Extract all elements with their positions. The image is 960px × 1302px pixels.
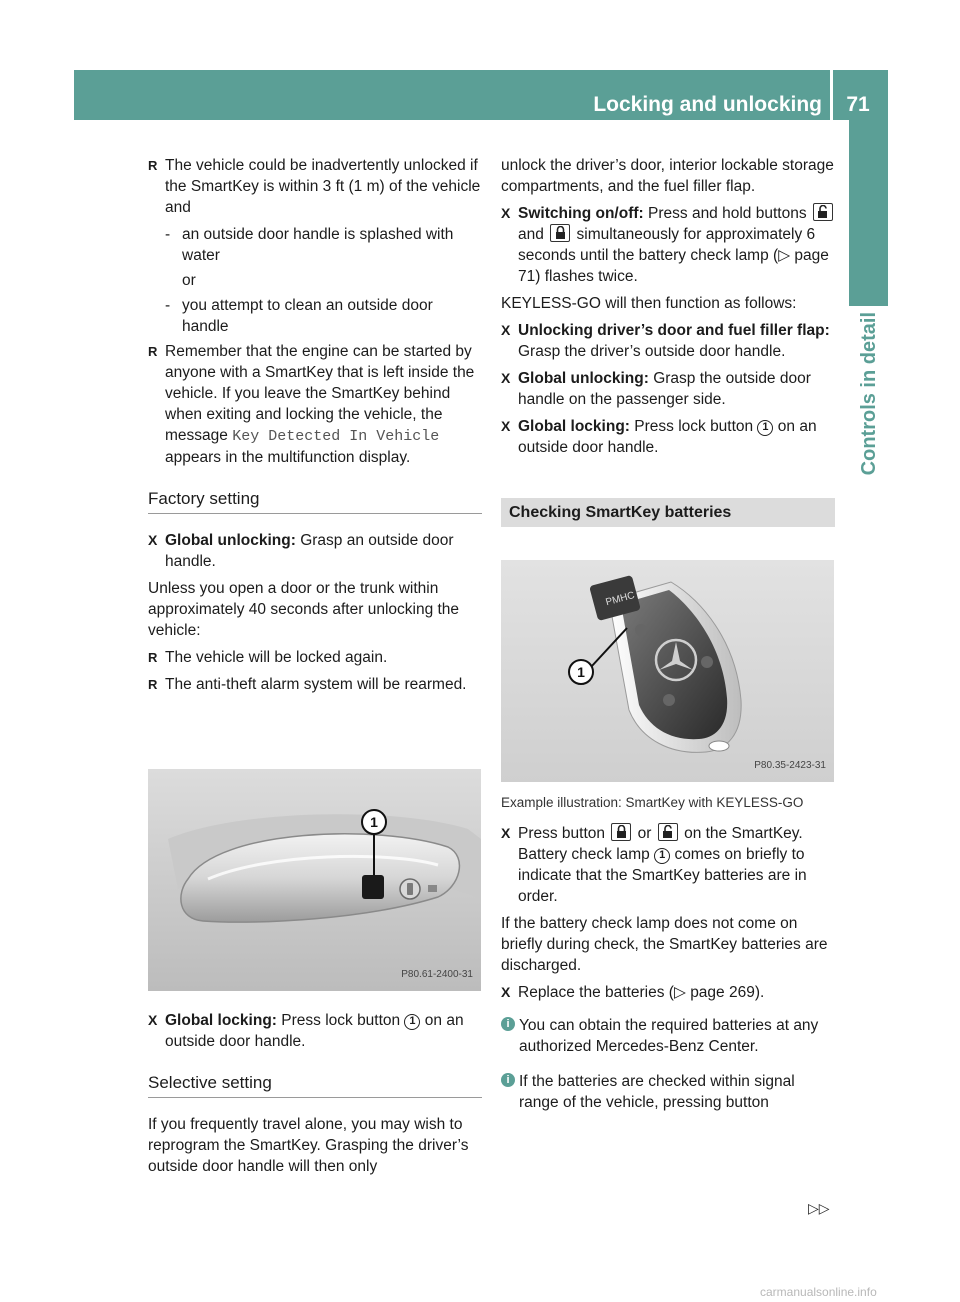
bullet-item: R The vehicle could be inadvertently unlocked if the SmartKey is within 3 ft (1 m) of the vehicle and: [148, 155, 482, 218]
chapter-label: Controls in detail: [857, 312, 880, 476]
right-column-lower: [501, 792, 835, 1121]
step-item: X Press button or on the SmartKey. Battery check lamp 1 comes on briefly to indicate that the SmartKey batteries are in order.: [501, 825, 807, 905]
left-column: [148, 155, 482, 701]
page-section-title: Locking and unlocking: [593, 93, 822, 116]
figure-code: P80.35-2423-31: [754, 760, 826, 771]
key-label: PMHC: [604, 590, 636, 609]
header-divider: [830, 70, 833, 120]
figure-code: P80.61-2400-31: [401, 969, 473, 980]
smartkey-illustration: [501, 560, 834, 782]
info-icon: i: [501, 1073, 515, 1087]
step-item: X Global locking: Press lock button 1 on an outside door handle.: [501, 418, 817, 456]
watermark: carmanualsonline.info: [760, 1285, 877, 1299]
unlock-icon: [813, 203, 833, 221]
step-item: X Replace the batteries (▷ page 269).: [501, 984, 765, 1001]
step-item: X Global locking: Press lock button 1 on an outside door handle.: [148, 1012, 464, 1050]
left-column-lower: [148, 1010, 482, 1183]
paragraph: If you frequently travel alone, you may wish to reprogram the SmartKey. Grasping the driver’s outside door handle will then only: [148, 1116, 469, 1175]
info-icon: i: [501, 1017, 515, 1031]
lock-icon: [611, 823, 631, 841]
info-note: i If the batteries are checked within signal range of the vehicle, pressing button: [501, 1071, 835, 1113]
paragraph: If the battery check lamp does not come on briefly during check, the SmartKey batteries are discharged.: [501, 915, 828, 974]
continued-icon: ▷▷: [808, 1200, 830, 1216]
page-ref-arrow: ▷: [673, 984, 691, 1001]
heading-selective-setting: Selective setting: [148, 1072, 482, 1098]
right-column: [501, 155, 835, 537]
page-number: 71: [846, 93, 870, 116]
bullet-item: R Remember that the engine can be started by anyone with a SmartKey that is left inside the vehicle. If you leave the SmartKey behind when exiting and locking the vehicle, the message Key Detected In Vehicle appears in the multifunction display.: [148, 341, 482, 468]
sub-item: - you attempt to clean an outside door handle: [165, 297, 433, 335]
door-handle-illustration: [148, 769, 481, 991]
page-ref-arrow: ▷: [778, 247, 795, 264]
info-note: i You can obtain the required batteries at any authorized Mercedes-Benz Center.: [501, 1015, 835, 1057]
step-item: X Unlocking driver’s door and fuel filler flap: Grasp the driver’s outside door handle.: [501, 322, 830, 360]
chapter-tab: [849, 120, 888, 306]
step-item: X Switching on/off: Press and hold buttons and simultaneously for approximately 6 seconds until the battery check lamp (▷ page 71) flashes twice.: [501, 203, 835, 287]
bullet-item: R The anti-theft alarm system will be rearmed.: [148, 674, 482, 695]
sub-item-or: or: [182, 272, 196, 289]
callout-number: 1: [370, 814, 378, 830]
figure-caption: Example illustration: SmartKey with KEYLESS-GO: [501, 795, 804, 810]
step-item: X Global unlocking: Grasp the outside door handle on the passenger side.: [501, 370, 811, 408]
paragraph: unlock the driver’s door, interior lockable storage compartments, and the fuel filler flap.: [501, 157, 834, 195]
paragraph: KEYLESS-GO will then function as follows:: [501, 295, 797, 312]
paragraph: Unless you open a door or the trunk within approximately 40 seconds after unlocking the vehicle:: [148, 580, 460, 639]
heading-factory-setting: Factory setting: [148, 488, 482, 514]
lock-icon: [550, 224, 570, 242]
bullet-item: R The vehicle will be locked again.: [148, 647, 482, 668]
callout-number: 1: [577, 664, 585, 680]
unlock-icon: [658, 823, 678, 841]
sub-item: - an outside door handle is splashed with water: [165, 226, 454, 264]
heading-checking-smartkey-batteries: Checking SmartKey batteries: [501, 498, 835, 527]
step-item: X Global unlocking: Grasp an outside door handle.: [148, 532, 454, 570]
display-message: Key Detected In Vehicle: [232, 428, 440, 445]
